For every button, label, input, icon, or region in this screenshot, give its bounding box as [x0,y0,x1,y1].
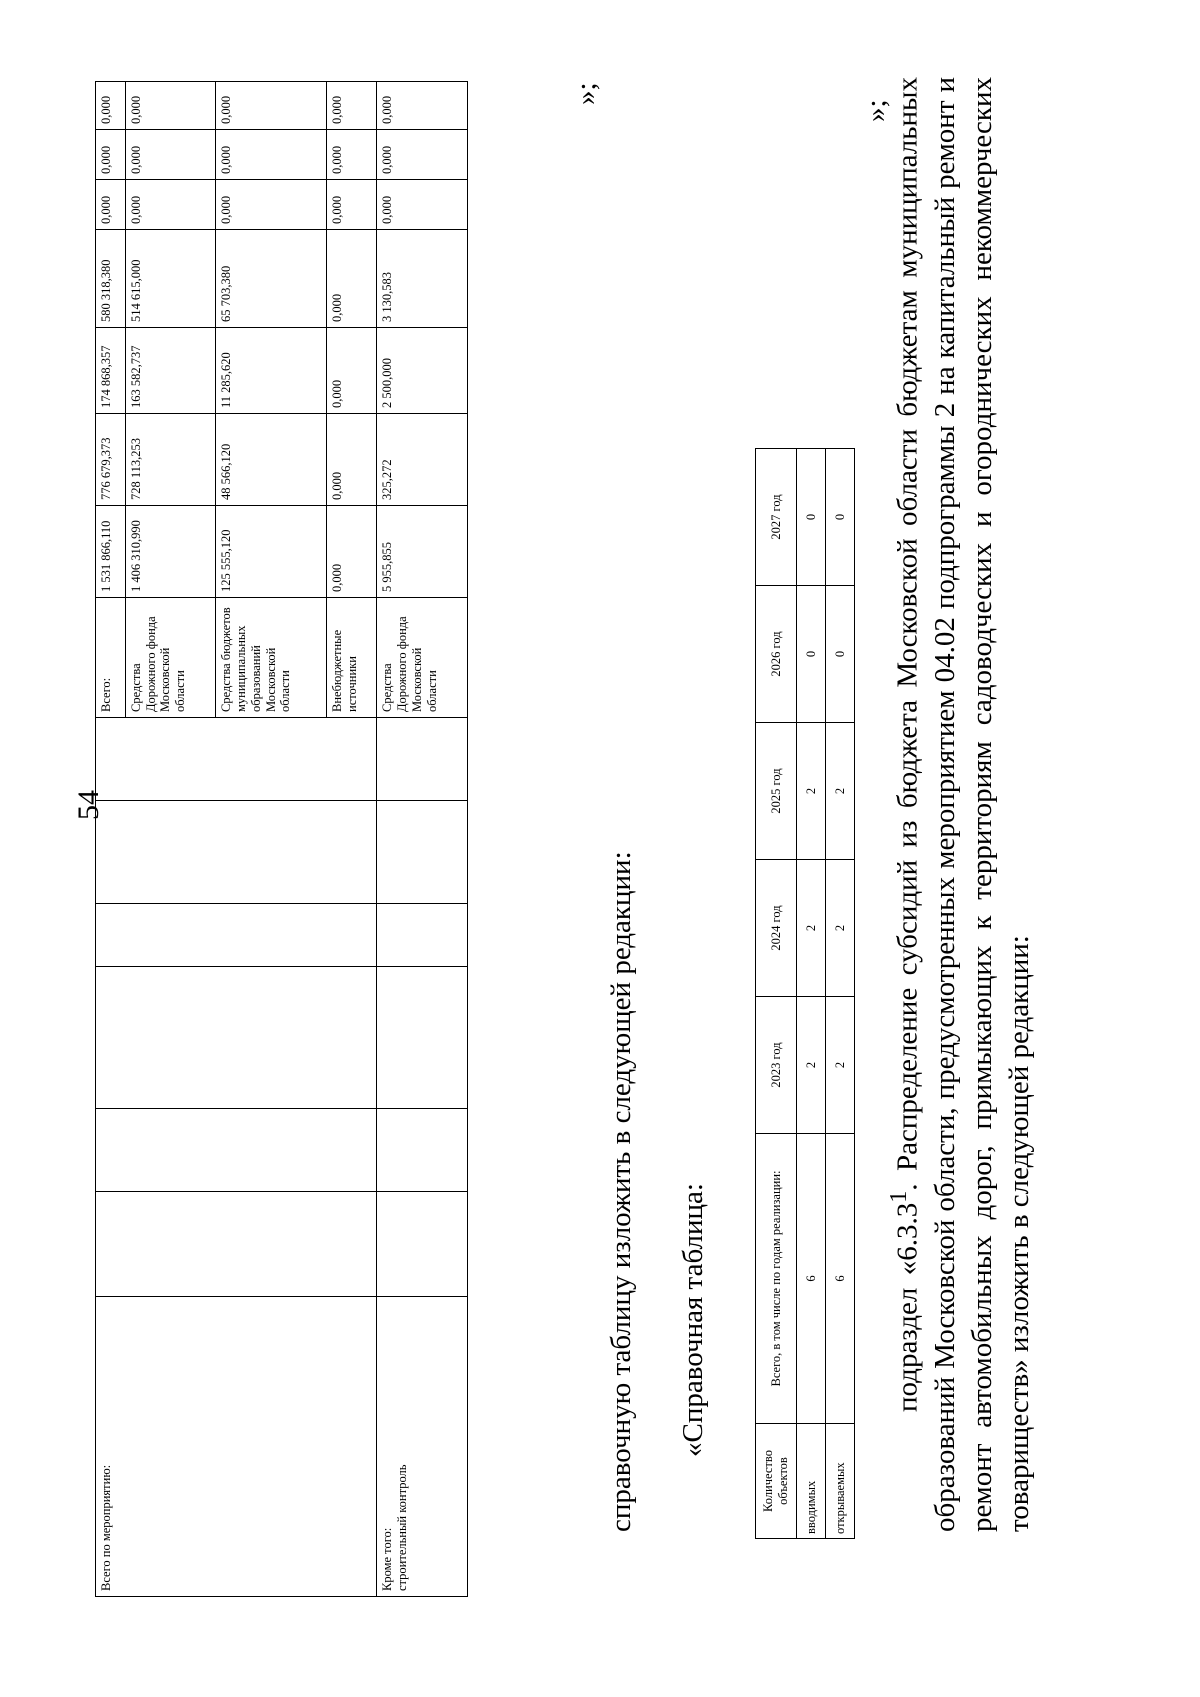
value-cell: 0,000 [125,130,216,180]
source-cell: Средства Дорожного фонда Московской области [125,598,216,718]
value-cell: 0,000 [96,130,126,180]
source-cell: Средства бюджетов муниципальных образований Московской области [216,598,327,718]
value-cell: 125 555,120 [216,506,327,598]
value-cell: 2 [826,860,855,997]
empty-cell [96,904,377,967]
value-cell: 48 566,120 [216,414,327,506]
table-header-row [756,449,797,1539]
value-cell: 0,000 [327,414,377,506]
value-cell: 6 [797,1134,826,1424]
subsection-text-rest: . Распределение субсидий из бюджета Московской области бюджетам муниципальных образований Московской области, предусмотренных мероприятием 04.02 подпрограммы 2 на капитальный ремонт и ремонт автомобильных дорог, примыкающих к территориям садоводческих и огороднических некоммерческих товариществ» изложить в следующей редакции: [891,76,1035,1532]
table-row [377,82,468,1597]
source-cell: Средства Дорожного фонда Московской области [377,598,468,718]
table-row [797,449,826,1539]
value-cell: 0 [826,449,855,586]
column-header: 2027 год [756,449,797,586]
value-cell: 0,000 [327,130,377,180]
reference-table-title: «Справочная таблица: [677,1183,709,1457]
value-cell: 1 406 310,990 [125,506,216,598]
value-cell: 0 [797,586,826,723]
subsection-paragraph [880,77,1038,1532]
value-cell: 6 [826,1134,855,1424]
value-cell: 0,000 [125,180,216,230]
value-cell: 0,000 [327,230,377,328]
value-cell: 0,000 [216,130,327,180]
value-cell: 0 [826,586,855,723]
row-label: открываемых [826,1424,855,1539]
table-row [96,82,126,1597]
value-cell: 2 [797,860,826,997]
closing-quote: »; [860,99,892,122]
value-cell: 580 318,380 [96,230,126,328]
empty-cell [96,967,377,1109]
value-cell: 2 [826,723,855,860]
value-cell: 0,000 [377,180,468,230]
value-cell: 0 [797,449,826,586]
reference-table [755,448,855,1539]
value-cell: 163 582,737 [125,328,216,414]
funding-table [95,81,468,1597]
extra-label-line2: строительный контроль [395,1464,410,1591]
value-cell: 0,000 [216,180,327,230]
subsection-text-start: подраздел «6.3.3 [891,1202,924,1412]
value-cell: 0,000 [96,180,126,230]
table-row [826,449,855,1539]
empty-cell [377,1192,468,1297]
value-cell: 325,272 [377,414,468,506]
column-header: Всего, в том числе по годам реализации: [756,1134,797,1424]
column-header: Количество объектов [756,1424,797,1539]
value-cell: 0,000 [377,130,468,180]
empty-cell [96,1192,377,1297]
empty-cell [377,801,468,904]
subsection-superscript: 1 [885,1190,912,1203]
column-header: 2024 год [756,860,797,997]
value-cell: 0,000 [96,82,126,130]
row-label-extra [377,1297,468,1597]
empty-cell [96,1109,377,1192]
value-cell: 514 615,000 [125,230,216,328]
value-cell: 0,000 [216,82,327,130]
empty-cell [377,1109,468,1192]
row-label: вводимых [797,1424,826,1539]
value-cell: 174 868,357 [96,328,126,414]
value-cell: 728 113,253 [125,414,216,506]
value-cell: 0,000 [125,82,216,130]
value-cell: 65 703,380 [216,230,327,328]
intro-text: справочную таблицу изложить в следующей редакции: [605,851,637,1532]
column-header: 2026 год [756,586,797,723]
empty-cell [377,718,468,801]
value-cell: 2 [826,997,855,1134]
empty-cell [377,904,468,967]
empty-cell [377,967,468,1109]
value-cell: 776 679,373 [96,414,126,506]
value-cell: 3 130,583 [377,230,468,328]
row-label-total: Всего по мероприятию: [96,1297,377,1597]
column-header: 2025 год [756,723,797,860]
value-cell: 11 285,620 [216,328,327,414]
empty-cell [96,718,377,801]
page-number: 54 [72,790,105,820]
value-cell: 2 500,000 [377,328,468,414]
value-cell: 0,000 [377,82,468,130]
value-cell: 0,000 [327,82,377,130]
value-cell: 0,000 [327,180,377,230]
value-cell: 0,000 [327,328,377,414]
value-cell: 2 [797,723,826,860]
extra-label-line1: Кроме того: [380,1527,395,1591]
value-cell: 2 [797,997,826,1134]
source-cell: Внебюджетные источники [327,598,377,718]
value-cell: 0,000 [327,506,377,598]
value-cell: 1 531 866,110 [96,506,126,598]
column-header: 2023 год [756,997,797,1134]
source-cell: Всего: [96,598,126,718]
empty-cell [96,801,377,904]
value-cell: 5 955,855 [377,506,468,598]
closing-quote: »; [570,82,602,105]
